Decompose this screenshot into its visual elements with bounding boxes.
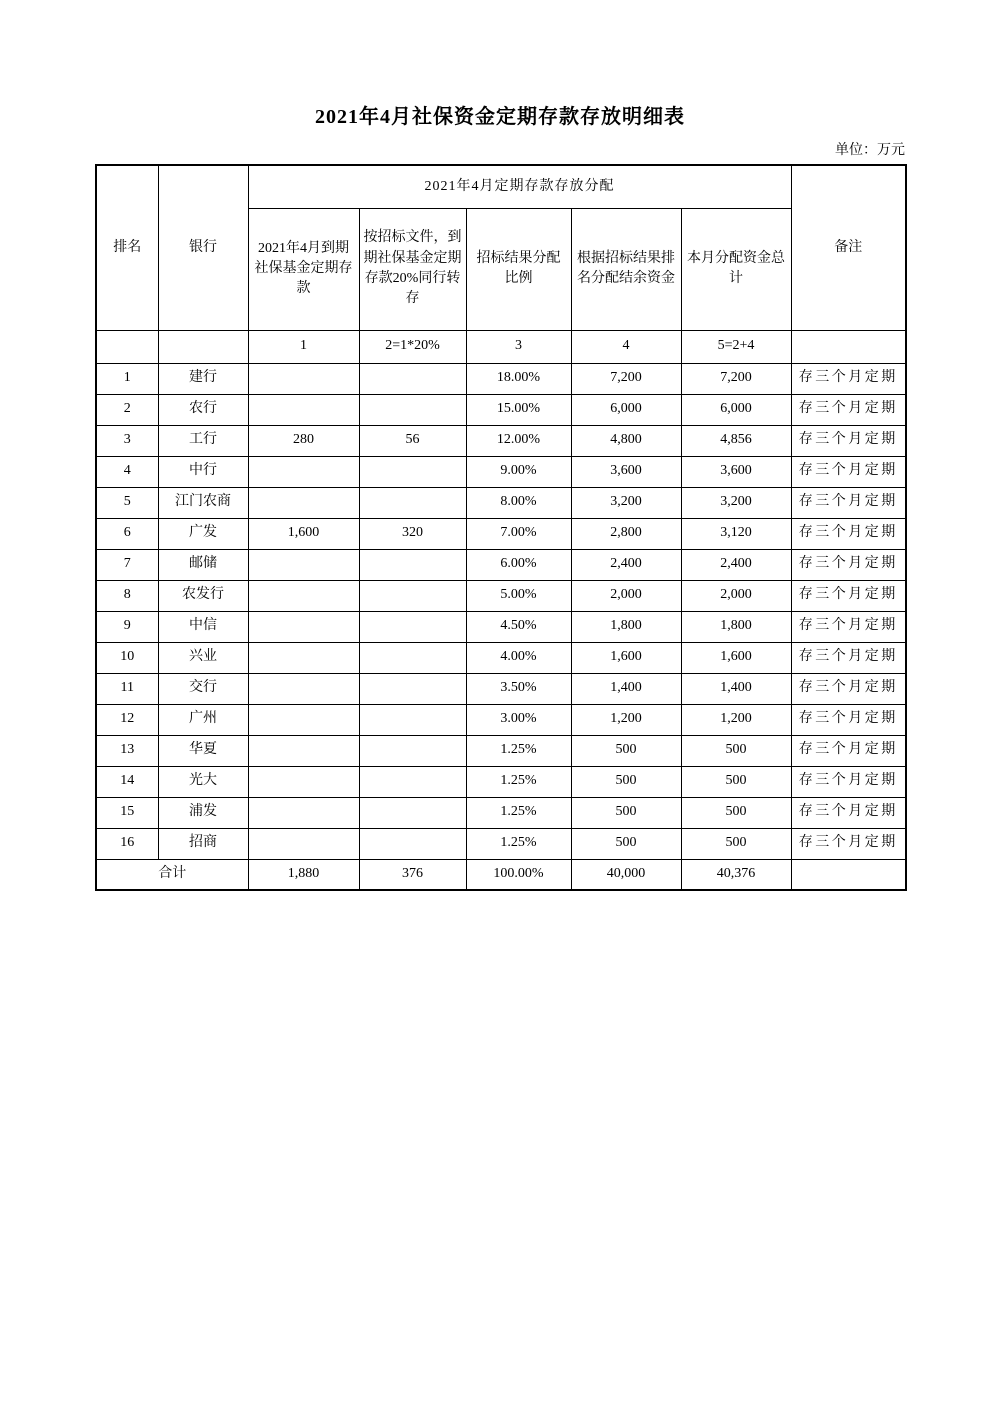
table-row bbox=[96, 611, 906, 642]
rank-cell: 6 bbox=[96, 518, 158, 549]
transfer-20pct-cell bbox=[359, 456, 466, 487]
table-row bbox=[96, 549, 906, 580]
bid-ratio-cell: 1.25% bbox=[466, 797, 571, 828]
rank-cell: 11 bbox=[96, 673, 158, 704]
rank-cell: 12 bbox=[96, 704, 158, 735]
remaining-funds-cell: 1,600 bbox=[571, 642, 681, 673]
group-header-row bbox=[96, 165, 906, 208]
remark-cell: 存三个月定期 bbox=[791, 766, 906, 797]
maturing-deposit-cell bbox=[248, 797, 359, 828]
maturing-deposit-cell bbox=[248, 704, 359, 735]
remaining-funds-cell: 500 bbox=[571, 735, 681, 766]
remark-cell: 存三个月定期 bbox=[791, 549, 906, 580]
remaining-funds-cell: 500 bbox=[571, 797, 681, 828]
table-footer bbox=[96, 859, 906, 890]
bank-name-cell: 交行 bbox=[158, 673, 248, 704]
transfer-20pct-cell bbox=[359, 642, 466, 673]
bank-name-cell: 广发 bbox=[158, 518, 248, 549]
header-month-total: 本月分配资金总计 bbox=[681, 208, 791, 330]
table-row bbox=[96, 363, 906, 394]
month-total-cell: 4,856 bbox=[681, 425, 791, 456]
maturing-deposit-cell bbox=[248, 456, 359, 487]
total-row bbox=[96, 859, 906, 890]
bid-ratio-cell: 6.00% bbox=[466, 549, 571, 580]
table-row bbox=[96, 735, 906, 766]
maturing-deposit-cell bbox=[248, 673, 359, 704]
rank-cell: 10 bbox=[96, 642, 158, 673]
remaining-funds-cell: 3,600 bbox=[571, 456, 681, 487]
month-total-cell: 500 bbox=[681, 735, 791, 766]
formula-remaining: 4 bbox=[571, 330, 681, 363]
rank-cell: 8 bbox=[96, 580, 158, 611]
month-total-cell: 500 bbox=[681, 797, 791, 828]
table-row bbox=[96, 642, 906, 673]
rank-cell: 5 bbox=[96, 487, 158, 518]
transfer-20pct-cell bbox=[359, 673, 466, 704]
table-row bbox=[96, 673, 906, 704]
total-ratio: 100.00% bbox=[466, 859, 571, 890]
transfer-20pct-cell bbox=[359, 766, 466, 797]
remaining-funds-cell: 1,800 bbox=[571, 611, 681, 642]
maturing-deposit-cell bbox=[248, 735, 359, 766]
rank-cell: 2 bbox=[96, 394, 158, 425]
maturing-deposit-cell bbox=[248, 766, 359, 797]
rank-cell: 9 bbox=[96, 611, 158, 642]
rank-cell: 16 bbox=[96, 828, 158, 859]
month-total-cell: 500 bbox=[681, 828, 791, 859]
bid-ratio-cell: 1.25% bbox=[466, 766, 571, 797]
remark-cell: 存三个月定期 bbox=[791, 580, 906, 611]
rank-cell: 14 bbox=[96, 766, 158, 797]
remaining-funds-cell: 500 bbox=[571, 766, 681, 797]
header-allocation-group: 2021年4月定期存款存放分配 bbox=[248, 165, 791, 208]
rank-cell: 13 bbox=[96, 735, 158, 766]
header-transfer-20pct: 按招标文件，到期社保基金定期存款20%同行转存 bbox=[359, 208, 466, 330]
table-row bbox=[96, 518, 906, 549]
remark-cell: 存三个月定期 bbox=[791, 487, 906, 518]
formula-month-total: 5=2+4 bbox=[681, 330, 791, 363]
deposit-allocation-table bbox=[95, 164, 907, 891]
month-total-cell: 1,400 bbox=[681, 673, 791, 704]
remaining-funds-cell: 2,000 bbox=[571, 580, 681, 611]
table-row bbox=[96, 797, 906, 828]
bid-ratio-cell: 5.00% bbox=[466, 580, 571, 611]
table-row bbox=[96, 394, 906, 425]
month-total-cell: 1,200 bbox=[681, 704, 791, 735]
total-month-total: 40,376 bbox=[681, 859, 791, 890]
transfer-20pct-cell bbox=[359, 394, 466, 425]
remark-cell: 存三个月定期 bbox=[791, 828, 906, 859]
transfer-20pct-cell bbox=[359, 611, 466, 642]
bank-name-cell: 招商 bbox=[158, 828, 248, 859]
remaining-funds-cell: 1,200 bbox=[571, 704, 681, 735]
bid-ratio-cell: 15.00% bbox=[466, 394, 571, 425]
transfer-20pct-cell bbox=[359, 487, 466, 518]
table-row bbox=[96, 704, 906, 735]
table-row bbox=[96, 456, 906, 487]
remark-cell: 存三个月定期 bbox=[791, 518, 906, 549]
bid-ratio-cell: 3.50% bbox=[466, 673, 571, 704]
total-remaining: 40,000 bbox=[571, 859, 681, 890]
remaining-funds-cell: 7,200 bbox=[571, 363, 681, 394]
remaining-funds-cell: 6,000 bbox=[571, 394, 681, 425]
formula-maturing: 1 bbox=[248, 330, 359, 363]
transfer-20pct-cell bbox=[359, 363, 466, 394]
remark-cell: 存三个月定期 bbox=[791, 425, 906, 456]
bid-ratio-cell: 4.50% bbox=[466, 611, 571, 642]
remark-cell: 存三个月定期 bbox=[791, 642, 906, 673]
total-label: 合计 bbox=[96, 859, 248, 890]
bid-ratio-cell: 4.00% bbox=[466, 642, 571, 673]
remark-cell: 存三个月定期 bbox=[791, 797, 906, 828]
header-remark: 备注 bbox=[791, 165, 906, 330]
bid-ratio-cell: 3.00% bbox=[466, 704, 571, 735]
header-bank: 银行 bbox=[158, 165, 248, 330]
table-row bbox=[96, 425, 906, 456]
rank-cell: 3 bbox=[96, 425, 158, 456]
maturing-deposit-cell: 280 bbox=[248, 425, 359, 456]
bank-name-cell: 光大 bbox=[158, 766, 248, 797]
table-row bbox=[96, 487, 906, 518]
bank-name-cell: 邮储 bbox=[158, 549, 248, 580]
remark-cell: 存三个月定期 bbox=[791, 611, 906, 642]
month-total-cell: 2,400 bbox=[681, 549, 791, 580]
transfer-20pct-cell bbox=[359, 735, 466, 766]
maturing-deposit-cell bbox=[248, 828, 359, 859]
total-maturing: 1,880 bbox=[248, 859, 359, 890]
table-row bbox=[96, 766, 906, 797]
bid-ratio-cell: 12.00% bbox=[466, 425, 571, 456]
formula-rank-cell bbox=[96, 330, 158, 363]
bank-name-cell: 工行 bbox=[158, 425, 248, 456]
page-title: 2021年4月社保资金定期存款存放明细表 bbox=[315, 106, 685, 128]
transfer-20pct-cell: 56 bbox=[359, 425, 466, 456]
formula-bank-cell bbox=[158, 330, 248, 363]
rank-cell: 15 bbox=[96, 797, 158, 828]
month-total-cell: 500 bbox=[681, 766, 791, 797]
remark-cell: 存三个月定期 bbox=[791, 363, 906, 394]
remark-cell: 存三个月定期 bbox=[791, 673, 906, 704]
formula-row bbox=[96, 330, 906, 363]
bank-name-cell: 农发行 bbox=[158, 580, 248, 611]
month-total-cell: 3,600 bbox=[681, 456, 791, 487]
bank-name-cell: 华夏 bbox=[158, 735, 248, 766]
formula-remark-cell bbox=[791, 330, 906, 363]
month-total-cell: 1,800 bbox=[681, 611, 791, 642]
maturing-deposit-cell bbox=[248, 611, 359, 642]
maturing-deposit-cell bbox=[248, 487, 359, 518]
remark-cell: 存三个月定期 bbox=[791, 394, 906, 425]
total-remark bbox=[791, 859, 906, 890]
transfer-20pct-cell: 320 bbox=[359, 518, 466, 549]
maturing-deposit-cell bbox=[248, 394, 359, 425]
transfer-20pct-cell bbox=[359, 797, 466, 828]
bid-ratio-cell: 9.00% bbox=[466, 456, 571, 487]
month-total-cell: 7,200 bbox=[681, 363, 791, 394]
month-total-cell: 3,120 bbox=[681, 518, 791, 549]
table-row bbox=[96, 580, 906, 611]
maturing-deposit-cell bbox=[248, 642, 359, 673]
maturing-deposit-cell bbox=[248, 549, 359, 580]
bid-ratio-cell: 7.00% bbox=[466, 518, 571, 549]
rank-cell: 4 bbox=[96, 456, 158, 487]
bid-ratio-cell: 18.00% bbox=[466, 363, 571, 394]
total-transfer: 376 bbox=[359, 859, 466, 890]
remaining-funds-cell: 2,400 bbox=[571, 549, 681, 580]
remark-cell: 存三个月定期 bbox=[791, 735, 906, 766]
bank-name-cell: 兴业 bbox=[158, 642, 248, 673]
remaining-funds-cell: 2,800 bbox=[571, 518, 681, 549]
header-bid-ratio: 招标结果分配比例 bbox=[466, 208, 571, 330]
formula-transfer: 2=1*20% bbox=[359, 330, 466, 363]
month-total-cell: 3,200 bbox=[681, 487, 791, 518]
bank-name-cell: 中行 bbox=[158, 456, 248, 487]
remaining-funds-cell: 1,400 bbox=[571, 673, 681, 704]
table-body bbox=[96, 363, 906, 859]
maturing-deposit-cell bbox=[248, 580, 359, 611]
remaining-funds-cell: 3,200 bbox=[571, 487, 681, 518]
bid-ratio-cell: 1.25% bbox=[466, 828, 571, 859]
transfer-20pct-cell bbox=[359, 704, 466, 735]
table-row bbox=[96, 828, 906, 859]
remark-cell: 存三个月定期 bbox=[791, 704, 906, 735]
table-header bbox=[96, 165, 906, 363]
bank-name-cell: 浦发 bbox=[158, 797, 248, 828]
header-maturing-deposits: 2021年4月到期社保基金定期存款 bbox=[248, 208, 359, 330]
formula-ratio: 3 bbox=[466, 330, 571, 363]
rank-cell: 7 bbox=[96, 549, 158, 580]
bank-name-cell: 中信 bbox=[158, 611, 248, 642]
maturing-deposit-cell: 1,600 bbox=[248, 518, 359, 549]
rank-cell: 1 bbox=[96, 363, 158, 394]
bank-name-cell: 建行 bbox=[158, 363, 248, 394]
bid-ratio-cell: 1.25% bbox=[466, 735, 571, 766]
bank-name-cell: 农行 bbox=[158, 394, 248, 425]
remaining-funds-cell: 4,800 bbox=[571, 425, 681, 456]
remark-cell: 存三个月定期 bbox=[791, 456, 906, 487]
transfer-20pct-cell bbox=[359, 828, 466, 859]
bid-ratio-cell: 8.00% bbox=[466, 487, 571, 518]
month-total-cell: 1,600 bbox=[681, 642, 791, 673]
month-total-cell: 6,000 bbox=[681, 394, 791, 425]
transfer-20pct-cell bbox=[359, 549, 466, 580]
header-remaining-funds: 根据招标结果排名分配结余资金 bbox=[571, 208, 681, 330]
unit-label: 单位：万元 bbox=[835, 143, 905, 158]
transfer-20pct-cell bbox=[359, 580, 466, 611]
month-total-cell: 2,000 bbox=[681, 580, 791, 611]
bank-name-cell: 广州 bbox=[158, 704, 248, 735]
bank-name-cell: 江门农商 bbox=[158, 487, 248, 518]
header-rank: 排名 bbox=[96, 165, 158, 330]
maturing-deposit-cell bbox=[248, 363, 359, 394]
remaining-funds-cell: 500 bbox=[571, 828, 681, 859]
